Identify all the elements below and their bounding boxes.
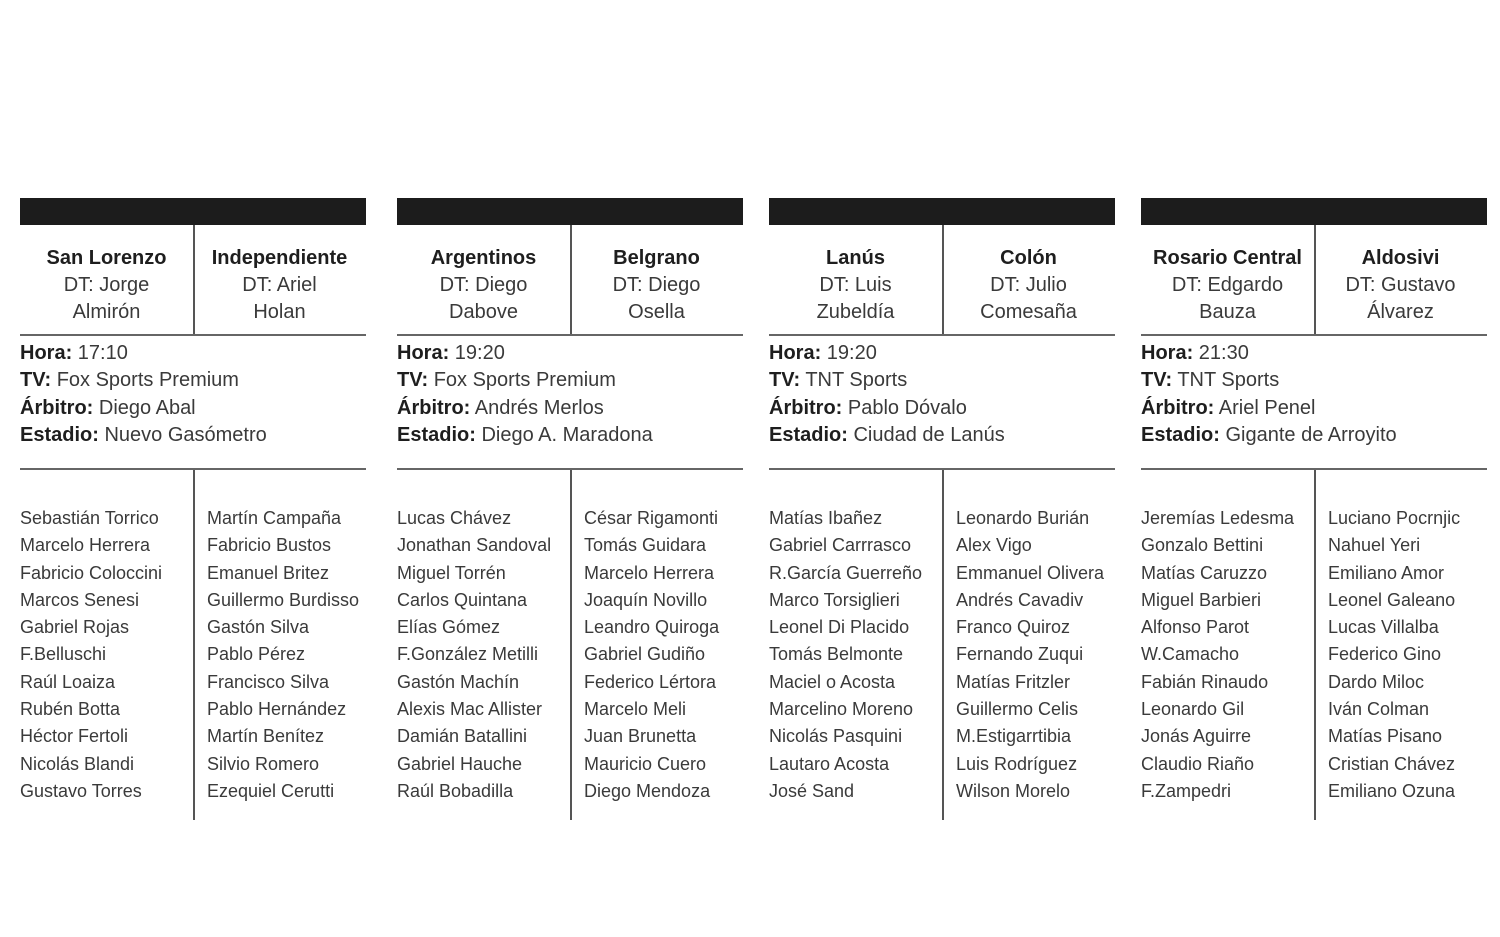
divider <box>942 470 944 820</box>
info-label: Estadio: <box>20 423 99 446</box>
player-name: Héctor Fertoli <box>20 726 129 747</box>
player-name: Andrés Cavadiv <box>956 589 1084 610</box>
info-value: Andrés Merlos <box>474 396 604 419</box>
info-value: Gigante de Arroyito <box>1225 423 1397 446</box>
coach-line: DT: Gustavo <box>1345 274 1456 296</box>
player-name: Emiliano Ozuna <box>1328 780 1456 801</box>
player-name: Martín Benítez <box>207 726 325 747</box>
player-name: Pablo Pérez <box>207 644 306 665</box>
coach-line: DT: Diego <box>439 274 528 296</box>
info-estadio <box>397 422 743 449</box>
info-label: Estadio: <box>1141 423 1220 446</box>
divider <box>942 225 944 334</box>
info-label: Árbitro: <box>769 396 843 419</box>
away-team <box>942 244 1115 326</box>
match-info <box>769 340 1115 449</box>
player-name: Jeremías Ledesma <box>1141 508 1295 528</box>
away-lineup <box>1328 505 1460 805</box>
player-name: Jonathan Sandoval <box>397 535 552 556</box>
player-name: Gastón Silva <box>207 617 310 638</box>
info-hora <box>769 340 1115 367</box>
coach-name: Comesaña <box>980 301 1077 323</box>
info-value: TNT Sports <box>1177 369 1280 392</box>
team-name: San Lorenzo <box>46 247 167 269</box>
info-value: Diego Abal <box>98 396 196 419</box>
player-name: Guillermo Celis <box>956 699 1079 720</box>
info-arbitro <box>769 395 1115 422</box>
player-name: Lautaro Acosta <box>769 753 890 774</box>
player-name: Fabricio Coloccini <box>20 562 163 583</box>
player-name: Matías Ibañez <box>769 508 883 528</box>
divider <box>1314 470 1316 820</box>
player-name: Matías Pisano <box>1328 726 1443 747</box>
player-name: Lucas Villalba <box>1328 617 1439 638</box>
player-name: W.Camacho <box>1141 644 1240 665</box>
coach-line: DT: Jorge <box>63 274 150 296</box>
divider <box>20 334 366 336</box>
divider <box>397 334 743 336</box>
player-name: M.Estigarrtibia <box>956 726 1072 747</box>
away-team <box>1314 244 1487 326</box>
team-name: Colón <box>1000 247 1057 269</box>
player-name: Gustavo Torres <box>20 780 142 801</box>
player-name: Jonás Aguirre <box>1141 726 1252 747</box>
info-estadio <box>20 422 366 449</box>
player-name: Fernando Zuqui <box>956 644 1084 665</box>
match-card <box>769 198 1115 822</box>
player-name: Dardo Miloc <box>1328 671 1425 692</box>
player-name: Raúl Bobadilla <box>397 780 514 801</box>
info-value: Ciudad de Lanús <box>853 423 1005 446</box>
info-label: TV: <box>1141 369 1173 392</box>
info-tv <box>20 367 366 394</box>
info-value: 21:30 <box>1198 342 1249 364</box>
info-hora <box>1141 340 1487 367</box>
player-name: Fabián Rinaudo <box>1141 671 1269 692</box>
away-lineup <box>584 505 719 805</box>
player-name: F.Belluschi <box>20 644 107 665</box>
player-name: Leonardo Burián <box>956 508 1090 528</box>
player-name: Elías Gómez <box>397 617 501 638</box>
info-tv <box>397 367 743 394</box>
coach-name: Álvarez <box>1367 301 1434 323</box>
player-name: Martín Campaña <box>207 508 342 528</box>
player-name: Alex Vigo <box>956 535 1032 556</box>
player-name: Marco Torsiglieri <box>769 589 900 610</box>
player-name: Leonardo Gil <box>1141 699 1245 720</box>
player-name: Leonel Di Placido <box>769 617 910 638</box>
info-label: Árbitro: <box>20 396 94 419</box>
player-name: F.González Metilli <box>397 644 539 665</box>
player-name: José Sand <box>769 780 855 801</box>
match-info <box>20 340 366 449</box>
home-team <box>397 244 570 326</box>
player-name: Nicolás Blandi <box>20 753 135 774</box>
away-lineup <box>956 505 1104 805</box>
info-estadio <box>769 422 1115 449</box>
player-name: Juan Brunetta <box>584 726 697 747</box>
player-name: Maciel o Acosta <box>769 671 896 692</box>
home-team <box>1141 244 1314 326</box>
team-name: Independiente <box>211 247 348 269</box>
info-value: Fox Sports Premium <box>56 369 239 392</box>
match-header-bar <box>1141 198 1487 225</box>
info-value: Pablo Dóvalo <box>847 396 967 419</box>
coach-name: Almirón <box>72 301 141 323</box>
divider <box>570 225 572 334</box>
match-header-bar <box>20 198 366 225</box>
info-value: 19:20 <box>826 342 877 364</box>
coach-line: DT: Diego <box>612 274 701 296</box>
player-name: Marcelino Moreno <box>769 699 914 720</box>
divider <box>570 470 572 820</box>
player-name: Cristian Chávez <box>1328 753 1456 774</box>
player-name: Joaquín Novillo <box>584 589 708 610</box>
coach-line: DT: Ariel <box>242 274 317 296</box>
home-team <box>769 244 942 326</box>
player-name: Leandro Quiroga <box>584 617 720 638</box>
player-name: Fabricio Bustos <box>207 535 332 556</box>
coach-name: Bauza <box>1199 301 1256 323</box>
coach-name: Holan <box>253 301 306 323</box>
info-arbitro <box>1141 395 1487 422</box>
player-name: Francisco Silva <box>207 671 330 692</box>
player-name: Mauricio Cuero <box>584 753 707 774</box>
info-value: Fox Sports Premium <box>433 369 616 392</box>
player-name: Luciano Pocrnjic <box>1328 508 1461 528</box>
player-name: Marcelo Meli <box>584 699 687 720</box>
away-lineup <box>207 505 359 805</box>
player-name: F.Zampedri <box>1141 780 1232 801</box>
match-header-bar <box>397 198 743 225</box>
player-name: Gabriel Hauche <box>397 753 523 774</box>
info-label: Estadio: <box>397 423 476 446</box>
player-name: Damián Batallini <box>397 726 528 747</box>
player-name: R.García Guerreño <box>769 562 923 583</box>
info-arbitro <box>20 395 366 422</box>
divider <box>1314 225 1316 334</box>
player-name: Emiliano Amor <box>1328 562 1445 583</box>
info-hora <box>20 340 366 367</box>
player-name: Gabriel Carrrasco <box>769 535 912 556</box>
divider <box>193 470 195 820</box>
info-value: TNT Sports <box>805 369 908 392</box>
info-label: Hora: <box>769 342 822 364</box>
info-tv <box>1141 367 1487 394</box>
home-lineup <box>397 505 551 805</box>
info-label: TV: <box>20 369 52 392</box>
info-value: Diego A. Maradona <box>481 423 653 446</box>
player-name: Lucas Chávez <box>397 508 512 528</box>
player-name: Rubén Botta <box>20 699 121 720</box>
team-name: Argentinos <box>430 247 537 269</box>
coach-line: DT: Edgardo <box>1171 274 1284 296</box>
divider <box>1141 334 1487 336</box>
coach-line: DT: Luis <box>819 274 892 296</box>
coach-name: Dabove <box>449 301 518 323</box>
info-label: TV: <box>397 369 429 392</box>
player-name: Diego Mendoza <box>584 780 711 801</box>
team-name: Belgrano <box>613 247 700 269</box>
player-name: Pablo Hernández <box>207 699 347 720</box>
player-name: Iván Colman <box>1328 699 1430 720</box>
info-estadio <box>1141 422 1487 449</box>
player-name: Tomás Guidara <box>584 535 707 556</box>
info-tv <box>769 367 1115 394</box>
player-name: Gabriel Gudiño <box>584 644 706 665</box>
player-name: Federico Lértora <box>584 671 717 692</box>
player-name: Marcelo Herrera <box>20 535 151 556</box>
match-card <box>397 198 743 822</box>
player-name: Franco Quiroz <box>956 617 1071 638</box>
info-value: Nuevo Gasómetro <box>104 423 267 446</box>
player-name: Sebastián Torrico <box>20 508 159 528</box>
player-name: Marcelo Herrera <box>584 562 715 583</box>
player-name: Matías Fritzler <box>956 671 1071 692</box>
home-lineup <box>1141 505 1294 805</box>
coach-name: Osella <box>628 301 685 323</box>
player-name: Marcos Senesi <box>20 589 140 610</box>
player-name: Luis Rodríguez <box>956 753 1078 774</box>
match-header-bar <box>769 198 1115 225</box>
player-name: Gonzalo Bettini <box>1141 535 1264 556</box>
info-label: Hora: <box>1141 342 1194 364</box>
player-name: Miguel Torrén <box>397 562 506 583</box>
team-name: Aldosivi <box>1361 247 1440 269</box>
home-team <box>20 244 193 326</box>
home-lineup <box>20 505 162 805</box>
player-name: Federico Gino <box>1328 644 1442 665</box>
player-name: Silvio Romero <box>207 753 320 774</box>
player-name: Guillermo Burdisso <box>207 589 360 610</box>
info-label: Hora: <box>397 342 450 364</box>
info-hora <box>397 340 743 367</box>
info-label: TV: <box>769 369 801 392</box>
match-info <box>397 340 743 449</box>
info-value: Ariel Penel <box>1218 396 1316 419</box>
coach-name: Zubeldía <box>816 301 895 323</box>
player-name: Ezequiel Cerutti <box>207 780 335 801</box>
player-name: Carlos Quintana <box>397 589 528 610</box>
home-lineup <box>769 505 922 805</box>
match-info <box>1141 340 1487 449</box>
coach-line: DT: Julio <box>990 274 1067 296</box>
away-team <box>570 244 743 326</box>
player-name: Gastón Machín <box>397 671 520 692</box>
player-name: Nicolás Pasquini <box>769 726 903 747</box>
player-name: Raúl Loaiza <box>20 671 116 692</box>
info-label: Hora: <box>20 342 73 364</box>
player-name: Gabriel Rojas <box>20 617 130 638</box>
player-name: Leonel Galeano <box>1328 589 1456 610</box>
team-name: Lanús <box>826 247 885 269</box>
player-name: Wilson Morelo <box>956 780 1071 801</box>
player-name: Tomás Belmonte <box>769 644 904 665</box>
match-card <box>1141 198 1487 822</box>
info-label: Árbitro: <box>1141 396 1215 419</box>
info-label: Estadio: <box>769 423 848 446</box>
player-name: Emmanuel Olivera <box>956 562 1105 583</box>
player-name: Matías Caruzzo <box>1141 562 1268 583</box>
player-name: César Rigamonti <box>584 508 719 528</box>
match-card <box>20 198 366 822</box>
team-name: Rosario Central <box>1153 247 1302 269</box>
info-value: 19:20 <box>454 342 505 364</box>
divider <box>769 334 1115 336</box>
player-name: Alexis Mac Allister <box>397 699 543 720</box>
player-name: Alfonso Parot <box>1141 617 1250 638</box>
player-name: Miguel Barbieri <box>1141 589 1262 610</box>
info-label: Árbitro: <box>397 396 471 419</box>
player-name: Claudio Riaño <box>1141 753 1255 774</box>
away-team <box>193 244 366 326</box>
info-arbitro <box>397 395 743 422</box>
player-name: Emanuel Britez <box>207 562 330 583</box>
divider <box>193 225 195 334</box>
player-name: Nahuel Yeri <box>1328 535 1421 556</box>
info-value: 17:10 <box>77 342 128 364</box>
